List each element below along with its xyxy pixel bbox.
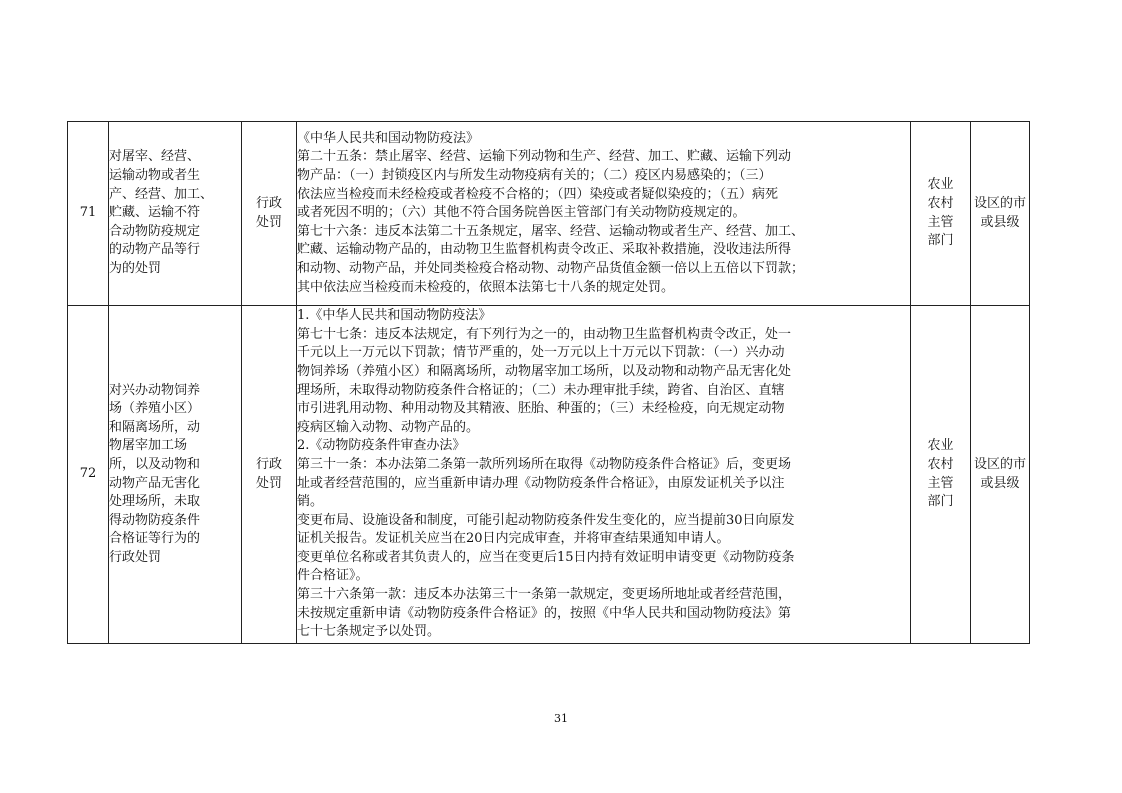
item-number: 71 [68, 122, 109, 306]
enforcement-table [67, 121, 1030, 644]
enforcement-level: 设区的市 或县级 [971, 122, 1030, 306]
item-type: 行政 处罚 [242, 122, 297, 306]
responsible-department: 农业 农村 主管 部门 [911, 122, 971, 306]
legal-basis: 1.《中华人民共和国动物防疫法》 第七十七条：违反本法规定，有下列行为之一的，由动物卫生监督机构责令改正，处一 千元以上一万元以下罚款；情节严重的，处一万元以上十万元以下罚款：（一）兴办动 物饲养场（养殖小区）和隔离场所，动物屠宰加工场所，以及动物和动物产品无害化处 理场所，未取得动物防疫条件合格证的；（二）未办理审批手续，跨省、自治区、直辖 市引进乳用动物、种用动物及其精液、胚胎、种蛋的；（三）未经检疫，向无规定动物 疫病区输入动物、动物产品的。 2.《动物防疫条件审查办法》 第三十一条：本办法第二条第一款所列场所在取得《动物防疫条件合格证》后，变更场 址或者经营范围的，应当重新申请办理《动物防疫条件合格证》，由原发证机关予以注 销。 变更布局、设施设备和制度，可能引起动物防疫条件发生变化的，应当提前30日向原发 证机关报告。发证机关应当在20日内完成审查，并将审查结果通知申请人。 变更单位名称或者其负责人的，应当在变更后15日内持有效证明申请变更《动物防疫条 件合格证》。 第三十六条第一款：违反本办法第三十一条第一款规定，变更场所地址或者经营范围， 未按规定重新申请《动物防疫条件合格证》的，按照《中华人民共和国动物防疫法》第 七十七条规定予以处罚。 [297, 306, 911, 644]
item-name: 对屠宰、经营、 运输动物或者生 产、经营、加工、 贮藏、运输不符 合动物防疫规定 的动物产品等行 为的处罚 [109, 122, 242, 306]
responsible-department: 农业 农村 主管 部门 [911, 306, 971, 644]
item-number: 72 [68, 306, 109, 644]
table-row [68, 122, 1030, 306]
enforcement-level: 设区的市 或县级 [971, 306, 1030, 644]
item-type: 行政 处罚 [242, 306, 297, 644]
page-number: 31 [554, 712, 568, 725]
item-name: 对兴办动物饲养 场（养殖小区） 和隔离场所，动 物屠宰加工场 所，以及动物和 动物产品无害化 处理场所，未取 得动物防疫条件 合格证等行为的 行政处罚 [109, 306, 242, 644]
legal-basis: 《中华人民共和国动物防疫法》 第二十五条：禁止屠宰、经营、运输下列动物和生产、经营、加工、贮藏、运输下列动 物产品：（一）封锁疫区内与所发生动物疫病有关的；（二）疫区内易感染的；（三） 依法应当检疫而未经检疫或者检疫不合格的；（四）染疫或者疑似染疫的；（五）病死 或者死因不明的；（六）其他不符合国务院兽医主管部门有关动物防疫规定的。 第七十六条：违反本法第二十五条规定，屠宰、经营、运输动物或者生产、经营、加工、 贮藏、运输动物产品的，由动物卫生监督机构责令改正、采取补救措施，没收违法所得 和动物、动物产品，并处同类检疫合格动物、动物产品货值金额一倍以上五倍以下罚款； 其中依法应当检疫而未检疫的，依照本法第七十八条的规定处罚。 [297, 122, 911, 306]
table-row [68, 306, 1030, 644]
